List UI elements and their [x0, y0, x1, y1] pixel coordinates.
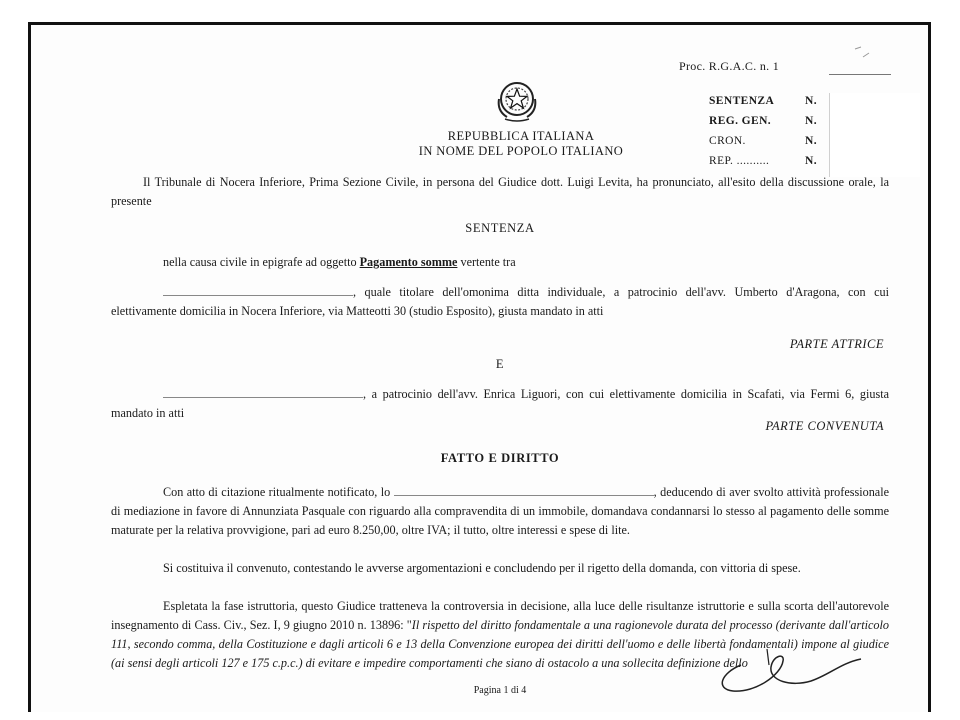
people-title: IN NOME DEL POPOLO ITALIANO — [418, 144, 624, 158]
registry-reg-gen: REG. GEN. N. — [709, 115, 817, 127]
paragraph-costituzione: Si costituiva il convenuto, contestando le avverse argomentazioni e concludendo per il rigetto della domanda, con vittoria di spese. — [163, 561, 801, 575]
document-page — [28, 22, 931, 712]
fatto-diritto-title: FATTO E DIRITTO — [440, 451, 560, 465]
sentenza-title: SENTENZA — [465, 221, 535, 235]
registry-cron: CRON. N. — [709, 135, 817, 147]
conjunction-e: E — [495, 357, 505, 371]
paragraph-istruttoria: Espletata la fase istruttoria, questo Giudice tratteneva la controversia in decisione, alla luce delle risultanze istruttorie e sulla scorta dell'autorevole insegnamento di Cass. Civ., Sez. I, 9 giugno 2010 n. 13896: "Il rispetto del diritto fondamentale a una ragionevole durata del processo (derivante dall'articolo 111, secondo comma, della Costituzione e dagli articoli 6 e 13 della Convenzione europea dei diritti dell'uomo e delle libertà fondamentali) impone al giudice (ai sensi degli articoli 127 e 175 c.p.c.) di evitare e impedire comportamenti che siano di ostacolo a una sollecita definizione dello — [111, 599, 889, 670]
registry-sentenza: SENTENZA N. — [709, 95, 817, 107]
handwritten-signature — [711, 645, 871, 705]
registry-redaction — [829, 93, 920, 177]
parte-convenuta-paragraph: , a patrocinio dell'avv. Enrica Liguori, con cui elettivamente domicilia in Scafati, via Fermi 6, giusta mandato in atti — [111, 387, 889, 420]
parte-attrice-label: PARTE ATTRICE — [789, 337, 884, 351]
italian-republic-emblem-icon — [491, 77, 543, 125]
redacted-name — [394, 484, 654, 496]
proc-number: Proc. R.G.A.C. n. 1 — [679, 59, 780, 73]
redacted-proc-number — [829, 65, 891, 75]
registry-box — [701, 87, 926, 187]
parte-convenuta-label: PARTE CONVENUTA — [765, 419, 884, 433]
causa-line: nella causa civile in epigrafe ad oggetto Pagamento somme vertente tra — [163, 255, 516, 269]
parte-attrice-paragraph: , quale titolare dell'omonima ditta individuale, a patrocinio dell'avv. Umberto d'Aragona, con cui elettivamente domicilia in Nocera Inferiore, via Matteotti 30 (studio Esposito), giusta mandato in atti — [111, 285, 889, 318]
redacted-name — [163, 284, 353, 296]
registry-rep: REP. .......... N. — [709, 155, 817, 167]
republic-heading — [381, 129, 661, 159]
paragraph-citazione: Con atto di citazione ritualmente notificato, lo , deducendo di aver svolto attività professionale di mediazione in favore di Annunziata Pasquale con riguardo alla compravendita di un immobile, domandava condannarsi lo stesso al pagamento delle somme maturate per la relativa provvigione, pari ad euro 8.250,00, oltre IVA; il tutto, oltre interessi e spese di lite. — [111, 485, 890, 537]
republic-title: REPUBBLICA ITALIANA — [447, 129, 595, 143]
causa-object: Pagamento somme — [359, 255, 458, 269]
page-footer: Pagina 1 di 4 — [473, 685, 527, 696]
redacted-name — [163, 386, 363, 398]
intro-paragraph: Il Tribunale di Nocera Inferiore, Prima Sezione Civile, in persona del Giudice dott. Luigi Levita, ha pronunciato, all'esito della discussione orale, la presente — [111, 175, 889, 208]
